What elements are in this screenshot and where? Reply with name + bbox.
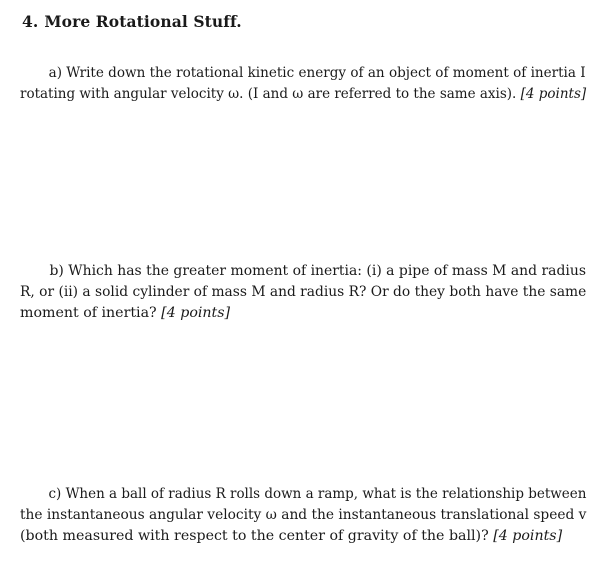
question-c-line-1: c) When a ball of radius R rolls down a ramp, what is the relationship between xyxy=(48,486,587,502)
question-b-line-1: b) Which has the greater moment of inertia: (i) a pipe of mass M and radius xyxy=(49,263,587,279)
question-a xyxy=(20,63,586,105)
section-title: More Rotational Stuff. xyxy=(44,12,242,31)
question-b-points: [4 points] xyxy=(161,305,231,321)
question-a-line-2-wrap xyxy=(20,84,587,105)
question-b-line-3-wrap xyxy=(20,303,586,324)
question-b-line-2: R, or (ii) a solid cylinder of mass M and radius R? Or do they both have the same xyxy=(20,284,587,300)
question-a-line-1: a) Write down the rotational kinetic energy of an object of moment of inertia I xyxy=(48,65,586,81)
question-a-line-2: rotating with angular velocity ω. (I and ω are referred to the same axis). xyxy=(20,86,517,102)
section-number: 4. xyxy=(22,12,39,31)
question-c-line-3: (both measured with respect to the center of gravity of the ball)? xyxy=(20,528,489,544)
section-heading xyxy=(22,12,242,31)
question-c-line-2: the instantaneous angular velocity ω and the instantaneous translational speed v xyxy=(20,507,587,523)
question-b-line-3: moment of inertia? xyxy=(20,305,157,321)
question-a-points: [4 points] xyxy=(520,86,587,102)
question-c-line-3-wrap xyxy=(20,526,586,547)
question-c-points: [4 points] xyxy=(493,528,563,544)
question-c xyxy=(20,484,586,547)
question-b xyxy=(20,261,586,324)
